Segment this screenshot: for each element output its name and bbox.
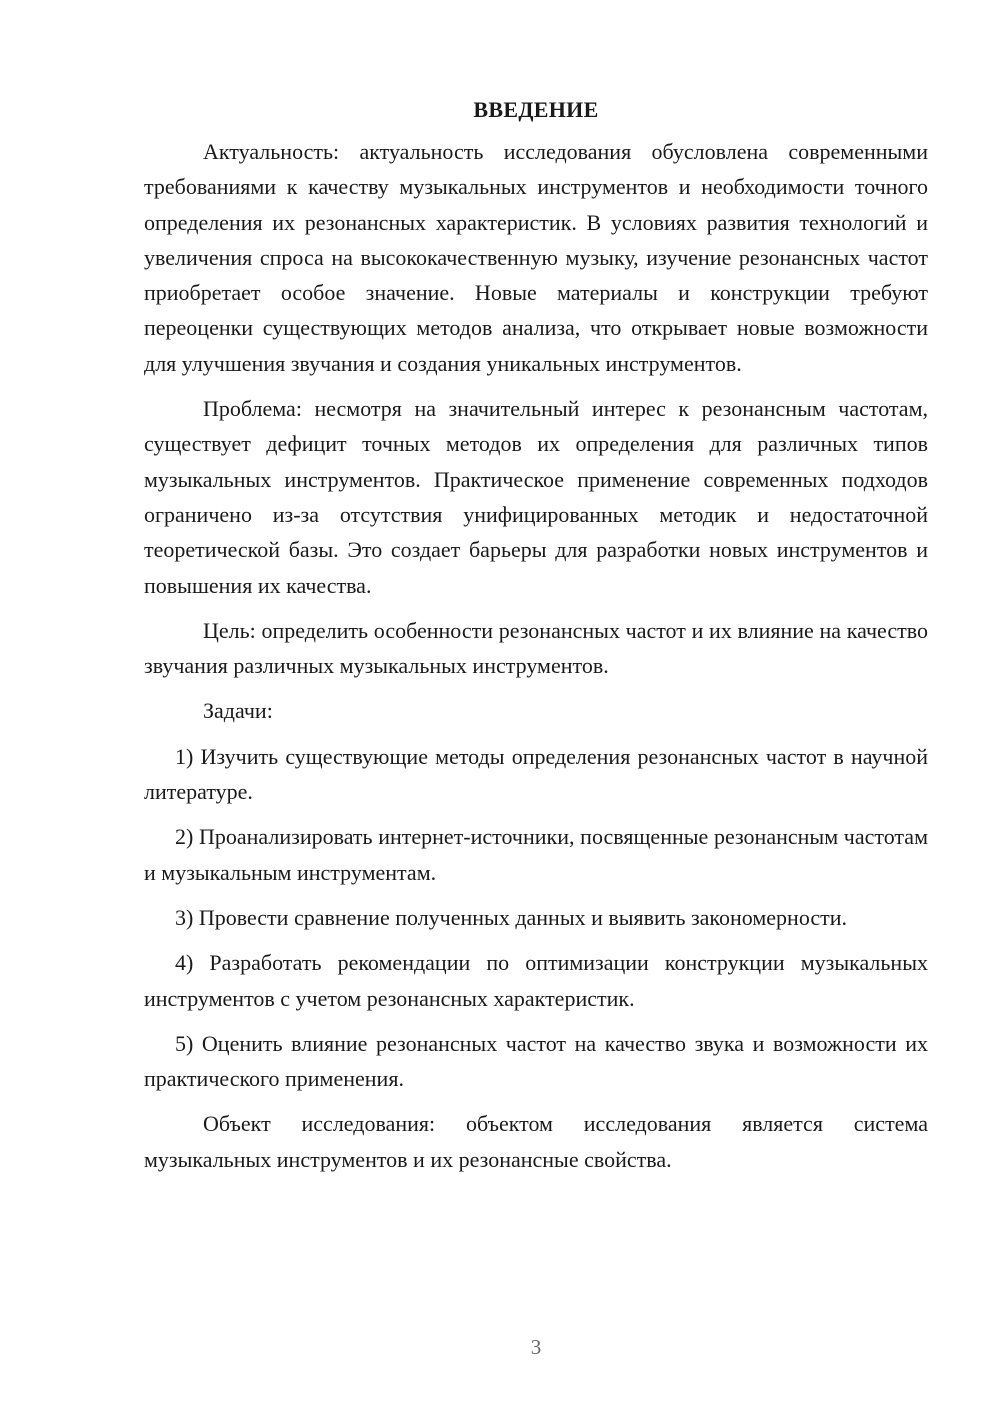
task-item-2: 2) Проанализировать интернет-источники, посвященные резонансным частотам и музыкальным инструментам. (144, 824, 928, 885)
section-heading: ВВЕДЕНИЕ (473, 97, 599, 122)
object-paragraph: Объект исследования: объектом исследования является система музыкальных инструментов и их резонансные свойства. (144, 1111, 928, 1172)
problem-paragraph: Проблема: несмотря на значительный интерес к резонансным частотам, существует дефицит точных методов их определения для различных типов музыкальных инструментов. Практическое применение современных подходов ограничено из-за отсутствия унифицированных методик и недостаточной теоретической базы. Это создает барьеры для разработки новых инструментов и повышения их качества. (144, 396, 928, 598)
tasks-label: Задачи: (203, 698, 273, 724)
task-item-1: 1) Изучить существующие методы определения резонансных частот в научной литературе. (144, 743, 928, 805)
task-item-5: 5) Оценить влияние резонансных частот на качество звука и возможности их практического применения. (144, 1030, 928, 1092)
goal-paragraph: Цель: определить особенности резонансных частот и их влияние на качество звучания различных музыкальных инструментов. (144, 617, 928, 679)
page-number: 3 (530, 1335, 542, 1359)
task-item-3: 3) Провести сравнение полученных данных и выявить закономерности. (175, 904, 848, 930)
task-item-4: 4) Разработать рекомендации по оптимизации конструкции музыкальных инструментов с учетом резонансных характеристик. (144, 950, 928, 1011)
relevance-paragraph: Актуальность: актуальность исследования обусловлена современными требованиями к качеству музыкальных инструментов и необходимости точного определения их резонансных характеристик. В условиях развития технологий и увеличения спроса на высококачественную музыку, изучение резонансных частот приобретает особое значение. Новые материалы и конструкции требуют переоценки существующих методов анализа, что открывает новые возможности для улучшения звучания и создания уникальных инструментов. (144, 139, 928, 376)
page-content (144, 92, 928, 1187)
